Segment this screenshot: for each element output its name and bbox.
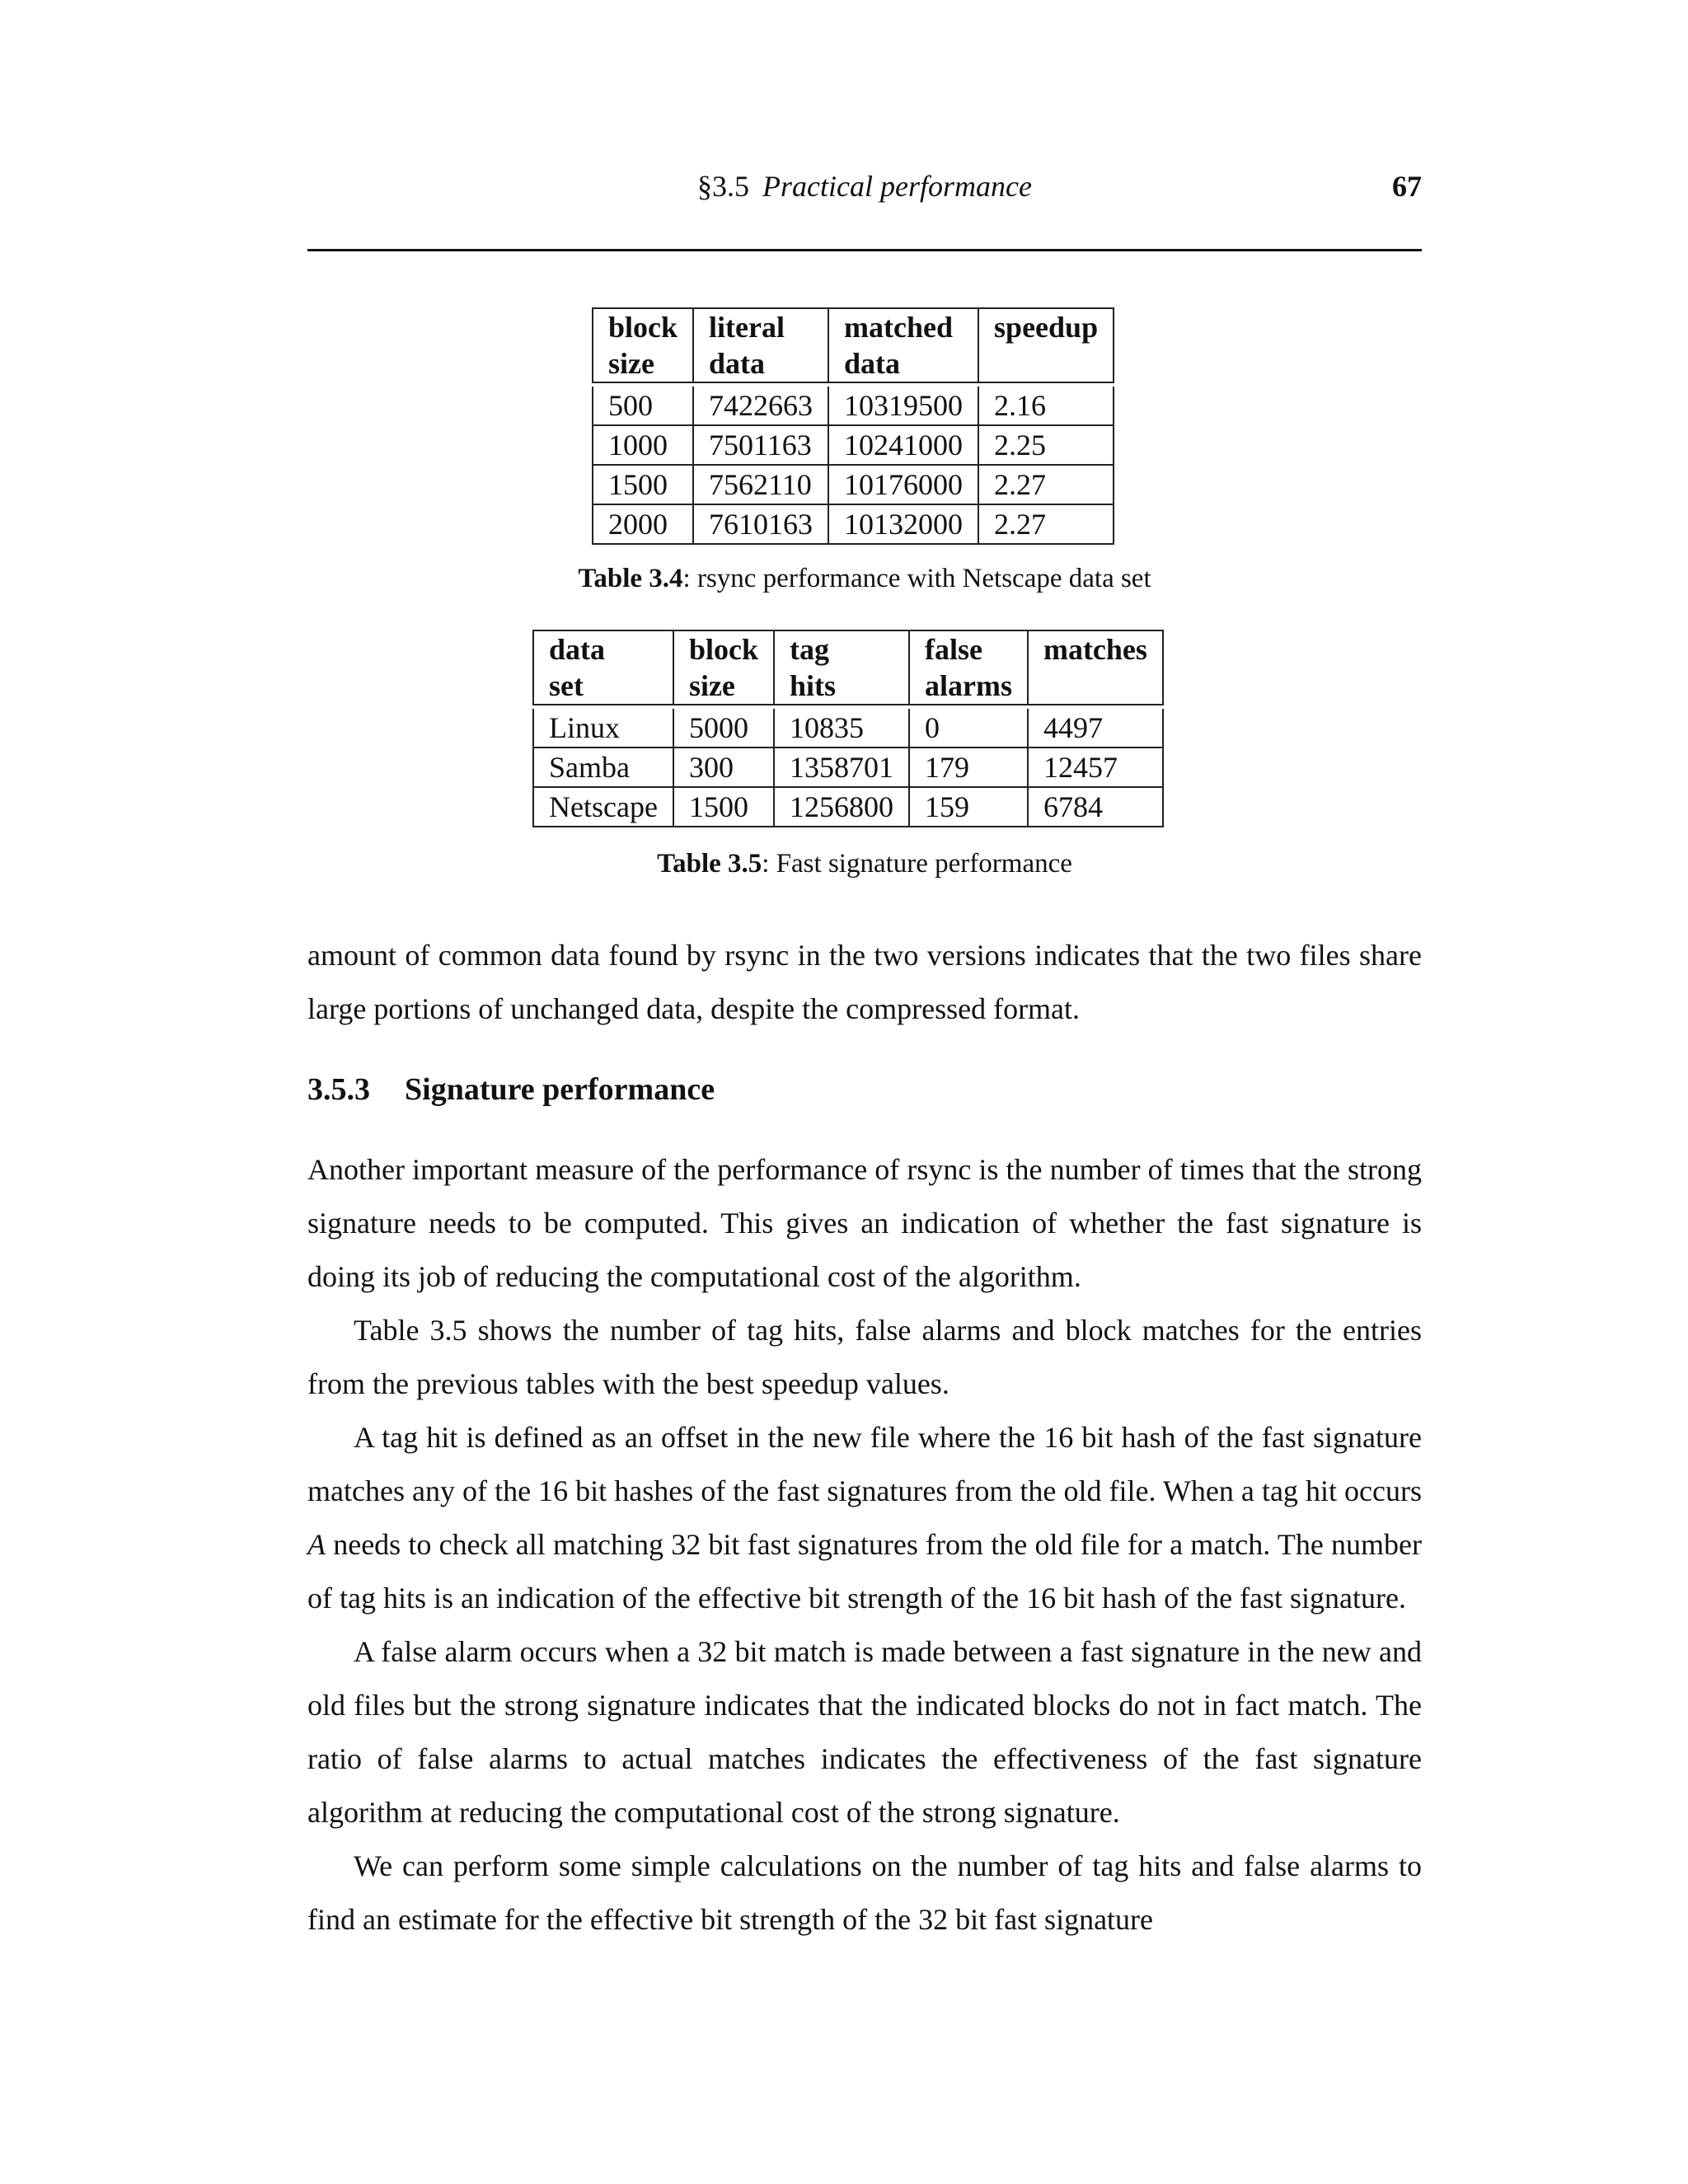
table-3-5-header-tag-hits: tag hits xyxy=(775,630,910,705)
variable-a: A xyxy=(307,1528,326,1561)
section-heading xyxy=(307,1071,715,1108)
table-3-5-header-false-alarms: false alarms xyxy=(910,630,1029,705)
section-title: Signature performance xyxy=(405,1072,715,1107)
table-3-4 xyxy=(592,307,1114,545)
header-section-title: Practical performance xyxy=(762,170,1032,203)
table-3-5-header-data-set: data set xyxy=(532,630,674,705)
table-3-5-caption: Table 3.5: Fast signature performance xyxy=(657,849,1072,879)
table-row: Netscape 1500 1256800 159 6784 xyxy=(532,788,1164,827)
paragraph-4: A false alarm occurs when a 32 bit match is made between a fast signature in the new and old files but the strong signature indicates that the indicated blocks do not in fact match. The ratio of false alarms to actual matches indicates the effectiveness of the fast signature algorithm at reducing the computational cost of the strong signature. xyxy=(307,1635,1422,1829)
continued-paragraph: amount of common data found by rsync in the two versions indicates that the two files share large portions of unchanged data, despite the compressed format. xyxy=(307,939,1422,1025)
paragraph-2: Table 3.5 shows the number of tag hits, false alarms and block matches for the entries from the previous tables with the best speedup values. xyxy=(307,1314,1422,1400)
table-row: Samba 300 1358701 179 12457 xyxy=(532,748,1164,788)
running-header xyxy=(307,169,1422,210)
paragraph-3: A tag hit is defined as an offset in the new file where the 16 bit hash of the fast signature matches any of the 16 bit hashes of the fast signatures from the old file. When a tag hit occurs A needs to check all matching 32 bit fast signatures from the old file for a match. The number of tag hits is an indication of the effective bit strength of the 16 bit hash of the fast signature. xyxy=(307,1421,1422,1615)
section-body xyxy=(307,1143,1422,1947)
table-3-4-header-matched-data: matched data xyxy=(829,307,979,383)
table-3-5-header-block-size: block size xyxy=(674,630,775,705)
page-number: 67 xyxy=(1392,170,1422,203)
table-3-4-header-literal-data: literal data xyxy=(694,307,829,383)
table-3-5-header-matches: matches xyxy=(1029,630,1164,705)
header-rule xyxy=(307,249,1422,251)
table-3-5 xyxy=(532,630,1164,827)
table-row: 1000 7501163 10241000 2.25 xyxy=(592,426,1114,466)
table-row: 2000 7610163 10132000 2.27 xyxy=(592,505,1114,545)
section-number: 3.5.3 xyxy=(307,1072,370,1107)
table-row: 1500 7562110 10176000 2.27 xyxy=(592,466,1114,505)
paragraph-1: Another important measure of the performance of rsync is the number of times that the strong signature needs to be computed. This gives an indication of whether the fast signature is doing its job of reducing the computational cost of the algorithm. xyxy=(307,1153,1422,1293)
table-row: Linux 5000 10835 0 4497 xyxy=(532,709,1164,748)
table-3-4-header-speedup: speedup xyxy=(979,307,1114,383)
document-page xyxy=(307,0,1422,2184)
continued-paragraph-block xyxy=(307,929,1422,1036)
running-header-title xyxy=(307,169,1422,204)
table-3-4-caption: Table 3.4: rsync performance with Netscape data set xyxy=(578,564,1151,593)
paragraph-5: We can perform some simple calculations on the number of tag hits and false alarms to find an estimate for the effective bit strength of the 32 bit fast signature xyxy=(307,1849,1422,1936)
header-section-number: §3.5 xyxy=(697,170,750,203)
table-row: 500 7422663 10319500 2.16 xyxy=(592,387,1114,426)
table-3-4-header-block-size: block size xyxy=(592,307,694,383)
